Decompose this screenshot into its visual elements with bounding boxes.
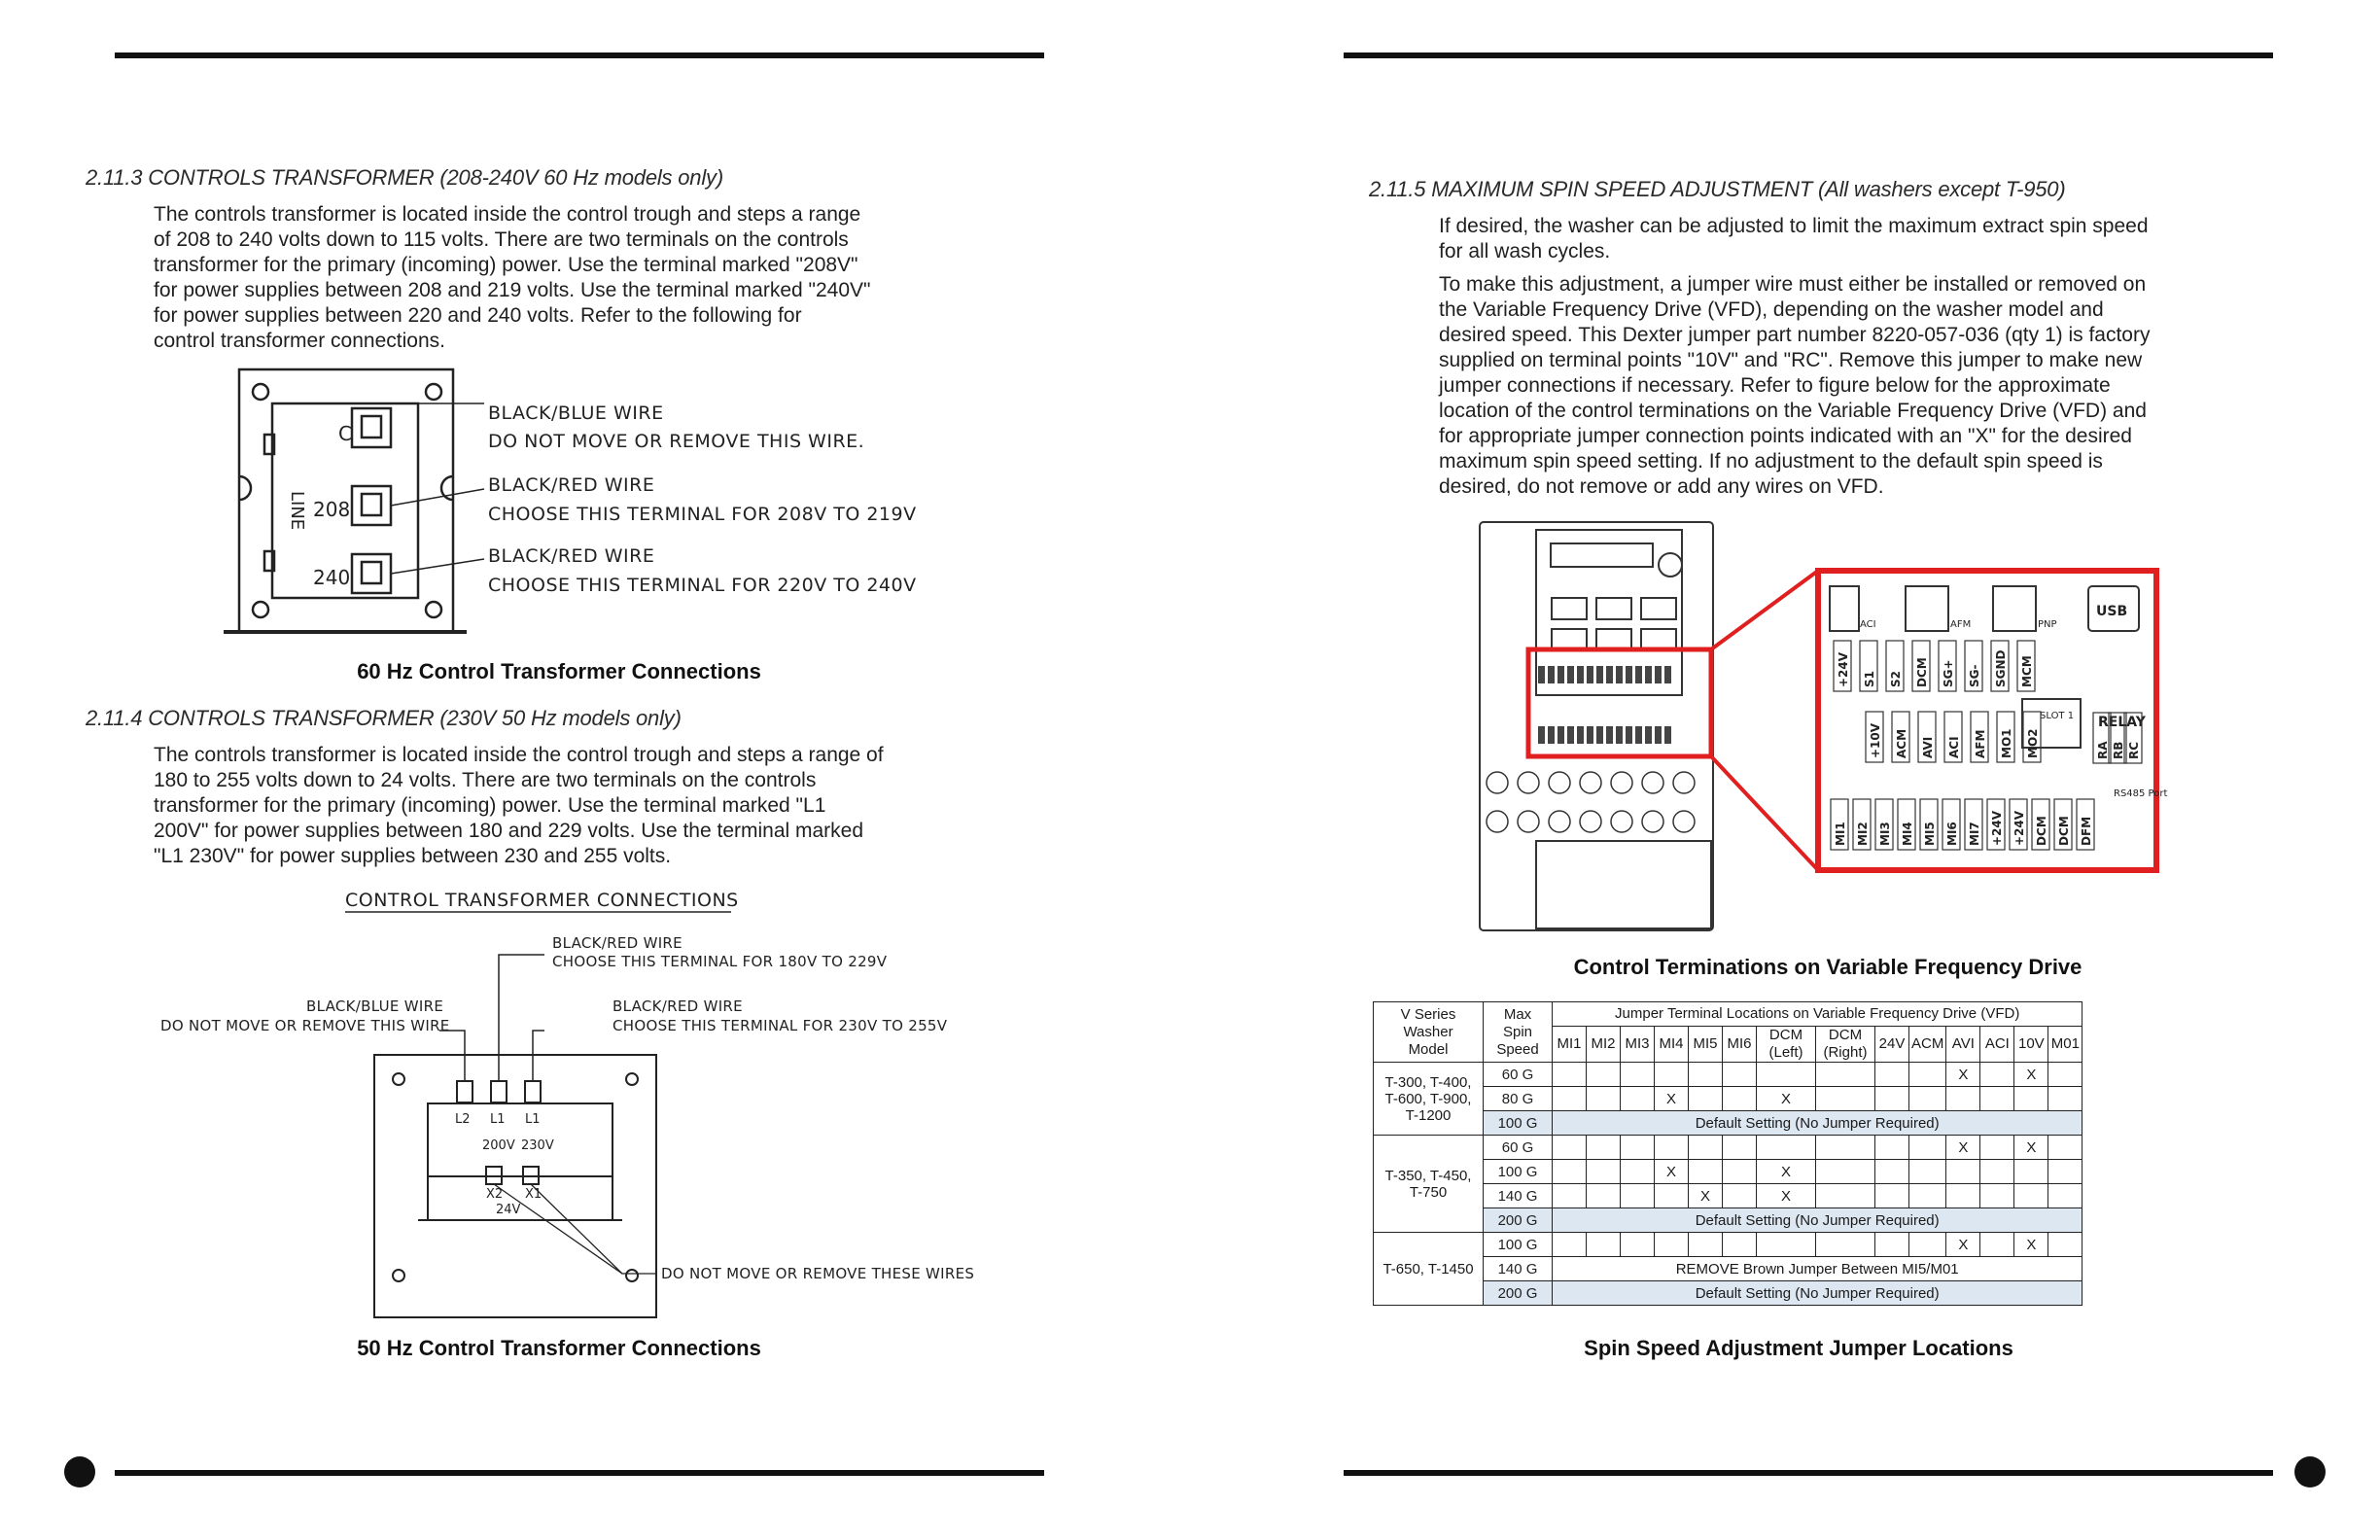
body-line: desired, do not remove or add any wires on VFD. bbox=[1439, 475, 1884, 498]
mini-terminal bbox=[1616, 666, 1623, 683]
left-page-marker-dot bbox=[64, 1456, 95, 1488]
jumper-mark-cell bbox=[2014, 1184, 2048, 1208]
jumper-table bbox=[1373, 1001, 2082, 1306]
model-line: T-600, T-900, bbox=[1384, 1090, 1472, 1107]
body-line: The controls transformer is located inside the control trough and steps a range of bbox=[154, 744, 884, 766]
table-row bbox=[1374, 1233, 2082, 1257]
label-b-do-not-move: DO NOT MOVE OR REMOVE THIS WIRE bbox=[160, 1017, 450, 1034]
jumper-mark-cell bbox=[1816, 1087, 1875, 1111]
power-terminal-screw bbox=[1580, 772, 1601, 793]
vfd-diagram bbox=[1478, 520, 2178, 938]
jumper-mark-cell bbox=[1553, 1184, 1587, 1208]
jumper-mark-cell bbox=[2048, 1233, 2082, 1257]
default-setting-cell: Default Setting (No Jumper Required) bbox=[1553, 1281, 2082, 1306]
power-terminal-screw bbox=[1611, 772, 1632, 793]
vfd-terminal-label: S1 bbox=[1863, 671, 1876, 687]
figure-50hz-title: CONTROL TRANSFORMER CONNECTIONS bbox=[345, 890, 739, 911]
section-2-11-3-body bbox=[154, 202, 931, 354]
jumper-mark-cell bbox=[1689, 1087, 1723, 1111]
mini-terminal bbox=[1538, 726, 1545, 744]
jumper-mark-cell bbox=[2048, 1184, 2082, 1208]
jumper-mark-cell: X bbox=[1946, 1233, 1980, 1257]
jumper-mark-cell bbox=[1980, 1160, 2014, 1184]
header-speed-line: Max bbox=[1503, 1005, 1532, 1023]
section-2-11-4-body bbox=[154, 743, 931, 869]
mini-terminal bbox=[1548, 726, 1555, 744]
right-top-rule bbox=[1344, 52, 2273, 58]
jumper-mark-cell bbox=[1655, 1233, 1689, 1257]
mini-terminal bbox=[1606, 666, 1613, 683]
label-do-not-move: DO NOT MOVE OR REMOVE THIS WIRE. bbox=[488, 431, 865, 452]
body-line: the Variable Frequency Drive (VFD), depending on the washer model and bbox=[1439, 298, 2104, 321]
vfd-terminal-label: DCM bbox=[2035, 816, 2048, 846]
jumper-mark-cell bbox=[1875, 1160, 1909, 1184]
body-line: maximum spin speed setting. If no adjustment to the default spin speed is bbox=[1439, 450, 2103, 472]
vfd-terminal-label: RC bbox=[2127, 741, 2141, 759]
terminal-l2: L2 bbox=[455, 1112, 471, 1127]
column-header: DCM (Left) bbox=[1757, 1027, 1816, 1063]
vfd-terminal-label: MCM bbox=[2020, 655, 2034, 687]
section-heading-2-11-5: 2.11.5 MAXIMUM SPIN SPEED ADJUSTMENT (All washers except T-950) bbox=[1369, 177, 2066, 201]
jumper-mark-cell bbox=[1587, 1136, 1621, 1160]
label-b-wire: BLACK/BLUE WIRE bbox=[306, 998, 444, 1015]
jumper-mark-cell bbox=[1816, 1184, 1875, 1208]
header-speed-line: Spin bbox=[1502, 1023, 1533, 1040]
jumper-mark-cell: X bbox=[1757, 1087, 1816, 1111]
model-cell bbox=[1374, 1136, 1484, 1233]
table-caption-spin-speed: Spin Speed Adjustment Jumper Locations bbox=[1584, 1336, 2013, 1360]
right-bottom-rule bbox=[1344, 1470, 2273, 1476]
body-line: transformer for the primary (incoming) power. Use the terminal marked "208V" bbox=[154, 254, 858, 276]
vfd-terminal-label: AFM bbox=[1974, 729, 1987, 758]
jumper-mark-cell bbox=[1689, 1063, 1723, 1087]
vfd-terminal-label: SG- bbox=[1968, 664, 1981, 687]
vfd-terminal-label: S2 bbox=[1889, 671, 1903, 687]
model-line: T-750 bbox=[1409, 1183, 1448, 1201]
model-cell bbox=[1374, 1233, 1484, 1306]
usb-label: USB bbox=[2096, 604, 2128, 619]
jumper-mark-cell bbox=[1875, 1184, 1909, 1208]
jumper-mark-cell bbox=[1909, 1063, 1946, 1087]
jumper-mark-cell bbox=[1723, 1063, 1757, 1087]
power-terminal-screw bbox=[1673, 811, 1695, 832]
left-top-rule bbox=[115, 52, 1044, 58]
figure-caption-50hz: 50 Hz Control Transformer Connections bbox=[357, 1336, 761, 1360]
speed-cell: 60 G bbox=[1484, 1063, 1553, 1087]
jumper-mark-cell bbox=[2048, 1063, 2082, 1087]
model-line: T-650, T-1450 bbox=[1382, 1260, 1474, 1278]
jumper-mark-cell: X bbox=[2014, 1063, 2048, 1087]
jumper-mark-cell bbox=[1621, 1136, 1655, 1160]
jumper-mark-cell bbox=[1587, 1233, 1621, 1257]
jumper-mark-cell bbox=[1946, 1160, 1980, 1184]
mini-terminal bbox=[1606, 726, 1613, 744]
speed-cell: 100 G bbox=[1484, 1111, 1553, 1136]
body-line: If desired, the washer can be adjusted to limit the maximum extract spin speed bbox=[1439, 215, 2149, 237]
table-row bbox=[1374, 1063, 2082, 1087]
jumper-mark-cell bbox=[1757, 1136, 1816, 1160]
column-header: 24V bbox=[1875, 1027, 1909, 1063]
jumper-mark-cell bbox=[1655, 1063, 1689, 1087]
vfd-terminal-label: DFM bbox=[2080, 816, 2093, 846]
power-terminal-screw bbox=[1549, 772, 1570, 793]
jumper-mark-cell bbox=[2014, 1160, 2048, 1184]
vfd-terminal-label: MI6 bbox=[1945, 822, 1959, 846]
power-terminal-screw bbox=[1642, 811, 1663, 832]
column-header: MI6 bbox=[1723, 1027, 1757, 1063]
jumper-mark-cell bbox=[1723, 1136, 1757, 1160]
jumper-mark-cell bbox=[1980, 1087, 2014, 1111]
mini-terminal bbox=[1635, 726, 1642, 744]
body-line: for power supplies between 220 and 240 volts. Refer to the following for bbox=[154, 304, 802, 327]
vfd-terminal-label: +24V bbox=[1990, 810, 2004, 846]
jumper-mark-cell bbox=[1816, 1160, 1875, 1184]
speed-cell: 200 G bbox=[1484, 1208, 1553, 1233]
mini-terminal bbox=[1587, 726, 1593, 744]
model-line: T-300, T-400, bbox=[1384, 1073, 1472, 1091]
mini-terminal bbox=[1558, 666, 1564, 683]
switch-aci-label: ACI bbox=[1860, 619, 1876, 630]
jumper-mark-cell: X bbox=[1946, 1136, 1980, 1160]
switch-pnp-label: PNP bbox=[2038, 619, 2057, 630]
body-line: jumper connections if necessary. Refer to figure below for the approximate bbox=[1439, 374, 2111, 397]
voltage-24v: 24V bbox=[496, 1203, 521, 1217]
jumper-mark-cell: X bbox=[1689, 1184, 1723, 1208]
mini-terminal bbox=[1635, 666, 1642, 683]
header-span: Jumper Terminal Locations on Variable Frequency Drive (VFD) bbox=[1553, 1002, 2082, 1027]
body-line: 200V" for power supplies between 180 and 229 volts. Use the terminal marked bbox=[154, 820, 864, 842]
speed-cell: 140 G bbox=[1484, 1184, 1553, 1208]
label-choose-208: CHOOSE THIS TERMINAL FOR 208V TO 219V bbox=[488, 504, 917, 525]
body-line: location of the control terminations on the Variable Frequency Drive (VFD) and bbox=[1439, 400, 2147, 422]
speed-cell: 140 G bbox=[1484, 1257, 1553, 1281]
power-terminal-screw bbox=[1487, 811, 1508, 832]
jumper-mark-cell bbox=[1587, 1184, 1621, 1208]
jumper-mark-cell bbox=[1980, 1184, 2014, 1208]
vfd-terminal-label: MI7 bbox=[1968, 822, 1981, 846]
jumper-mark-cell bbox=[2048, 1160, 2082, 1184]
paragraph-2 bbox=[1439, 272, 2275, 500]
column-header: MI3 bbox=[1621, 1027, 1655, 1063]
jumper-mark-cell bbox=[1689, 1136, 1723, 1160]
power-terminal-screw bbox=[1611, 811, 1632, 832]
paragraph-1 bbox=[1439, 214, 2275, 264]
jumper-mark-cell: X bbox=[1757, 1160, 1816, 1184]
jumper-mark-cell bbox=[1621, 1063, 1655, 1087]
speed-cell: 60 G bbox=[1484, 1136, 1553, 1160]
label-c-choose: CHOOSE THIS TERMINAL FOR 230V TO 255V bbox=[612, 1017, 948, 1034]
vfd-terminal-label: ACI bbox=[1947, 736, 1961, 758]
header-model-line: V Series bbox=[1400, 1005, 1456, 1023]
header-model bbox=[1374, 1002, 1484, 1063]
vfd-terminal-label: SGND bbox=[1994, 649, 2008, 687]
section-2-11-5-body bbox=[1439, 214, 2275, 508]
power-terminal-screw bbox=[1580, 811, 1601, 832]
label-a-wire: BLACK/RED WIRE bbox=[552, 934, 682, 952]
voltage-200v: 200V bbox=[482, 1138, 515, 1153]
jumper-mark-cell bbox=[1553, 1136, 1587, 1160]
terminal-x1: X1 bbox=[525, 1187, 542, 1202]
jumper-mark-cell: X bbox=[2014, 1233, 2048, 1257]
mini-terminal bbox=[1616, 726, 1623, 744]
jumper-mark-cell bbox=[1587, 1160, 1621, 1184]
label-choose-240: CHOOSE THIS TERMINAL FOR 220V TO 240V bbox=[488, 575, 917, 596]
jumper-mark-cell bbox=[1909, 1184, 1946, 1208]
header-speed bbox=[1484, 1002, 1553, 1063]
mini-terminal bbox=[1664, 726, 1671, 744]
body-line: for appropriate jumper connection points indicated with an "X" for the desired bbox=[1439, 425, 2132, 447]
mini-terminal bbox=[1626, 666, 1632, 683]
table-row bbox=[1374, 1136, 2082, 1160]
column-header: DCM (Right) bbox=[1816, 1027, 1875, 1063]
column-header: M01 bbox=[2048, 1027, 2082, 1063]
right-page-marker-dot bbox=[2294, 1456, 2326, 1488]
default-setting-cell: Default Setting (No Jumper Required) bbox=[1553, 1111, 2082, 1136]
terminal-208-label: 208 bbox=[313, 498, 351, 521]
model-line: T-1200 bbox=[1405, 1106, 1452, 1124]
header-model-line: Model bbox=[1408, 1040, 1449, 1058]
vfd-terminal-label: DCM bbox=[2057, 816, 2071, 846]
body-line: To make this adjustment, a jumper wire must either be installed or removed on bbox=[1439, 273, 2147, 296]
jumper-mark-cell bbox=[1875, 1087, 1909, 1111]
jumper-mark-cell bbox=[1909, 1233, 1946, 1257]
line-label: LINE bbox=[287, 491, 307, 531]
vfd-terminal-label: MI4 bbox=[1901, 822, 1914, 846]
speed-cell: 100 G bbox=[1484, 1160, 1553, 1184]
jumper-mark-cell bbox=[1621, 1184, 1655, 1208]
vfd-terminal-label: AVI bbox=[1921, 736, 1935, 758]
jumper-mark-cell bbox=[1723, 1233, 1757, 1257]
mini-terminal bbox=[1577, 726, 1584, 744]
instruction-cell: REMOVE Brown Jumper Between MI5/M01 bbox=[1553, 1257, 2082, 1281]
vfd-terminal-label: MI5 bbox=[1923, 822, 1937, 846]
jumper-mark-cell bbox=[1757, 1233, 1816, 1257]
jumper-mark-cell bbox=[2048, 1087, 2082, 1111]
jumper-mark-cell bbox=[1946, 1087, 1980, 1111]
header-model-line: Washer bbox=[1403, 1023, 1453, 1040]
jumper-mark-cell: X bbox=[1655, 1087, 1689, 1111]
speed-cell: 100 G bbox=[1484, 1233, 1553, 1257]
jumper-mark-cell bbox=[1587, 1063, 1621, 1087]
column-header: MI4 bbox=[1655, 1027, 1689, 1063]
mini-terminal bbox=[1567, 666, 1574, 683]
jumper-mark-cell bbox=[1553, 1087, 1587, 1111]
vfd-terminal-label: +24V bbox=[1837, 651, 1850, 687]
relay-label: RELAY bbox=[2098, 715, 2146, 730]
power-terminal-screw bbox=[1673, 772, 1695, 793]
section-heading-2-11-4: 2.11.4 CONTROLS TRANSFORMER (230V 50 Hz models only) bbox=[86, 706, 682, 730]
body-line: supplied on terminal points "10V" and "RC". Remove this jumper to make new bbox=[1439, 349, 2143, 371]
terminal-l1-230: L1 bbox=[525, 1112, 541, 1127]
jumper-mark-cell bbox=[2048, 1136, 2082, 1160]
body-line: for all wash cycles. bbox=[1439, 240, 1611, 262]
section-heading-2-11-3: 2.11.3 CONTROLS TRANSFORMER (208-240V 60 Hz models only) bbox=[86, 165, 723, 190]
mini-terminal bbox=[1655, 726, 1662, 744]
mini-terminal bbox=[1558, 726, 1564, 744]
jumper-mark-cell bbox=[1553, 1233, 1587, 1257]
model-cell bbox=[1374, 1063, 1484, 1136]
switch-afm-label: AFM bbox=[1950, 619, 1972, 630]
mini-terminal bbox=[1596, 666, 1603, 683]
body-line: "L1 230V" for power supplies between 230 and 255 volts. bbox=[154, 845, 672, 867]
vfd-terminal-label: SG+ bbox=[1942, 659, 1955, 687]
column-header: 10V bbox=[2014, 1027, 2048, 1063]
vfd-terminal-label: MI2 bbox=[1856, 822, 1870, 846]
mini-terminal bbox=[1655, 666, 1662, 683]
mini-terminal bbox=[1596, 726, 1603, 744]
mini-terminal bbox=[1567, 726, 1574, 744]
terminal-x2: X2 bbox=[486, 1187, 504, 1202]
vfd-terminal-label: +24V bbox=[2012, 810, 2026, 846]
jumper-mark-cell: X bbox=[1946, 1063, 1980, 1087]
body-line: transformer for the primary (incoming) power. Use the terminal marked "L1 bbox=[154, 794, 826, 817]
mini-terminal bbox=[1538, 666, 1545, 683]
mini-terminal bbox=[1626, 726, 1632, 744]
column-header: MI2 bbox=[1587, 1027, 1621, 1063]
vfd-terminal-label: RA bbox=[2096, 741, 2110, 759]
voltage-230v: 230V bbox=[521, 1138, 554, 1153]
jumper-mark-cell bbox=[1655, 1184, 1689, 1208]
mini-terminal bbox=[1587, 666, 1593, 683]
jumper-mark-cell bbox=[1816, 1063, 1875, 1087]
body-line: of 208 to 240 volts down to 115 volts. There are two terminals on the controls bbox=[154, 228, 849, 251]
slot-label: SLOT 1 bbox=[2040, 711, 2075, 721]
jumper-mark-cell bbox=[1587, 1087, 1621, 1111]
jumper-mark-cell bbox=[1875, 1063, 1909, 1087]
default-setting-cell: Default Setting (No Jumper Required) bbox=[1553, 1208, 2082, 1233]
body-line: 180 to 255 volts down to 24 volts. There are two terminals on the controls bbox=[154, 769, 817, 791]
column-header: ACI bbox=[1980, 1027, 2014, 1063]
jumper-mark-cell bbox=[1980, 1136, 2014, 1160]
transformer-50hz-diagram bbox=[156, 885, 992, 1332]
vfd-terminal-label: DCM bbox=[1915, 657, 1929, 687]
jumper-mark-cell bbox=[1757, 1063, 1816, 1087]
vfd-terminal-label: MI3 bbox=[1878, 822, 1892, 846]
label-d-do-not-move: DO NOT MOVE OR REMOVE THESE WIRES bbox=[661, 1265, 975, 1282]
terminal-l1-200: L1 bbox=[490, 1112, 506, 1127]
jumper-mark-cell bbox=[1621, 1233, 1655, 1257]
jumper-mark-cell bbox=[1875, 1136, 1909, 1160]
vfd-terminal-label: MO1 bbox=[2000, 728, 2013, 758]
jumper-mark-cell bbox=[1816, 1233, 1875, 1257]
jumper-mark-cell bbox=[1723, 1160, 1757, 1184]
figure-caption-60hz: 60 Hz Control Transformer Connections bbox=[357, 659, 761, 683]
terminal-c-label: C bbox=[338, 422, 352, 445]
column-header: ACM bbox=[1909, 1027, 1946, 1063]
column-header: MI1 bbox=[1553, 1027, 1587, 1063]
jumper-mark-cell bbox=[1909, 1160, 1946, 1184]
jumper-mark-cell bbox=[1723, 1087, 1757, 1111]
jumper-table-wrapper bbox=[1373, 1001, 2082, 1306]
power-terminal-screw bbox=[1518, 811, 1539, 832]
mini-terminal bbox=[1645, 666, 1652, 683]
vfd-terminal-label: MI1 bbox=[1834, 822, 1847, 846]
label-black-red-wire-208: BLACK/RED WIRE bbox=[488, 474, 655, 496]
jumper-mark-cell bbox=[1553, 1063, 1587, 1087]
mini-terminal bbox=[1664, 666, 1671, 683]
mini-terminal bbox=[1577, 666, 1584, 683]
transformer-60hz-diagram bbox=[214, 365, 953, 647]
jumper-mark-cell bbox=[1909, 1087, 1946, 1111]
model-line: T-350, T-450, bbox=[1384, 1167, 1472, 1184]
jumper-mark-cell bbox=[2014, 1087, 2048, 1111]
jumper-mark-cell bbox=[1689, 1233, 1723, 1257]
jumper-mark-cell bbox=[1655, 1136, 1689, 1160]
terminal-240-label: 240 bbox=[313, 566, 351, 589]
label-black-blue-wire: BLACK/BLUE WIRE bbox=[488, 402, 664, 424]
label-black-red-wire-240: BLACK/RED WIRE bbox=[488, 545, 655, 567]
body-line: The controls transformer is located inside the control trough and steps a range bbox=[154, 203, 861, 226]
label-c-wire: BLACK/RED WIRE bbox=[612, 998, 743, 1015]
jumper-mark-cell: X bbox=[1655, 1160, 1689, 1184]
left-bottom-rule bbox=[115, 1470, 1044, 1476]
body-line: desired speed. This Dexter jumper part number 8220-057-036 (qty 1) is factory bbox=[1439, 324, 2151, 346]
vfd-terminal-label: +10V bbox=[1869, 722, 1882, 758]
mini-terminal bbox=[1548, 666, 1555, 683]
vfd-terminal-label: RB bbox=[2112, 741, 2125, 759]
jumper-mark-cell bbox=[1816, 1136, 1875, 1160]
column-header: MI5 bbox=[1689, 1027, 1723, 1063]
power-terminal-screw bbox=[1487, 772, 1508, 793]
jumper-mark-cell bbox=[1980, 1233, 2014, 1257]
jumper-mark-cell bbox=[1980, 1063, 2014, 1087]
body-line: for power supplies between 208 and 219 volts. Use the terminal marked "240V" bbox=[154, 279, 871, 301]
power-terminal-screw bbox=[1549, 811, 1570, 832]
column-header: AVI bbox=[1946, 1027, 1980, 1063]
jumper-mark-cell bbox=[1909, 1136, 1946, 1160]
figure-caption-vfd: Control Terminations on Variable Frequency Drive bbox=[1573, 955, 2082, 979]
power-terminal-screw bbox=[1518, 772, 1539, 793]
speed-cell: 80 G bbox=[1484, 1087, 1553, 1111]
jumper-mark-cell: X bbox=[1757, 1184, 1816, 1208]
body-line: control transformer connections. bbox=[154, 330, 445, 352]
jumper-mark-cell bbox=[1689, 1160, 1723, 1184]
speed-cell: 200 G bbox=[1484, 1281, 1553, 1306]
jumper-mark-cell bbox=[1621, 1087, 1655, 1111]
jumper-mark-cell: X bbox=[2014, 1136, 2048, 1160]
vfd-terminal-label: ACM bbox=[1895, 728, 1908, 758]
jumper-mark-cell bbox=[1553, 1160, 1587, 1184]
vfd-terminal-label: MO2 bbox=[2026, 728, 2040, 758]
header-speed-line: Speed bbox=[1496, 1040, 1539, 1058]
jumper-mark-cell bbox=[1875, 1233, 1909, 1257]
jumper-mark-cell bbox=[1946, 1184, 1980, 1208]
label-a-choose: CHOOSE THIS TERMINAL FOR 180V TO 229V bbox=[552, 953, 888, 970]
rs485-label: RS485 Port bbox=[2114, 788, 2168, 799]
power-terminal-screw bbox=[1642, 772, 1663, 793]
jumper-mark-cell bbox=[1723, 1184, 1757, 1208]
mini-terminal bbox=[1645, 726, 1652, 744]
jumper-mark-cell bbox=[1621, 1160, 1655, 1184]
